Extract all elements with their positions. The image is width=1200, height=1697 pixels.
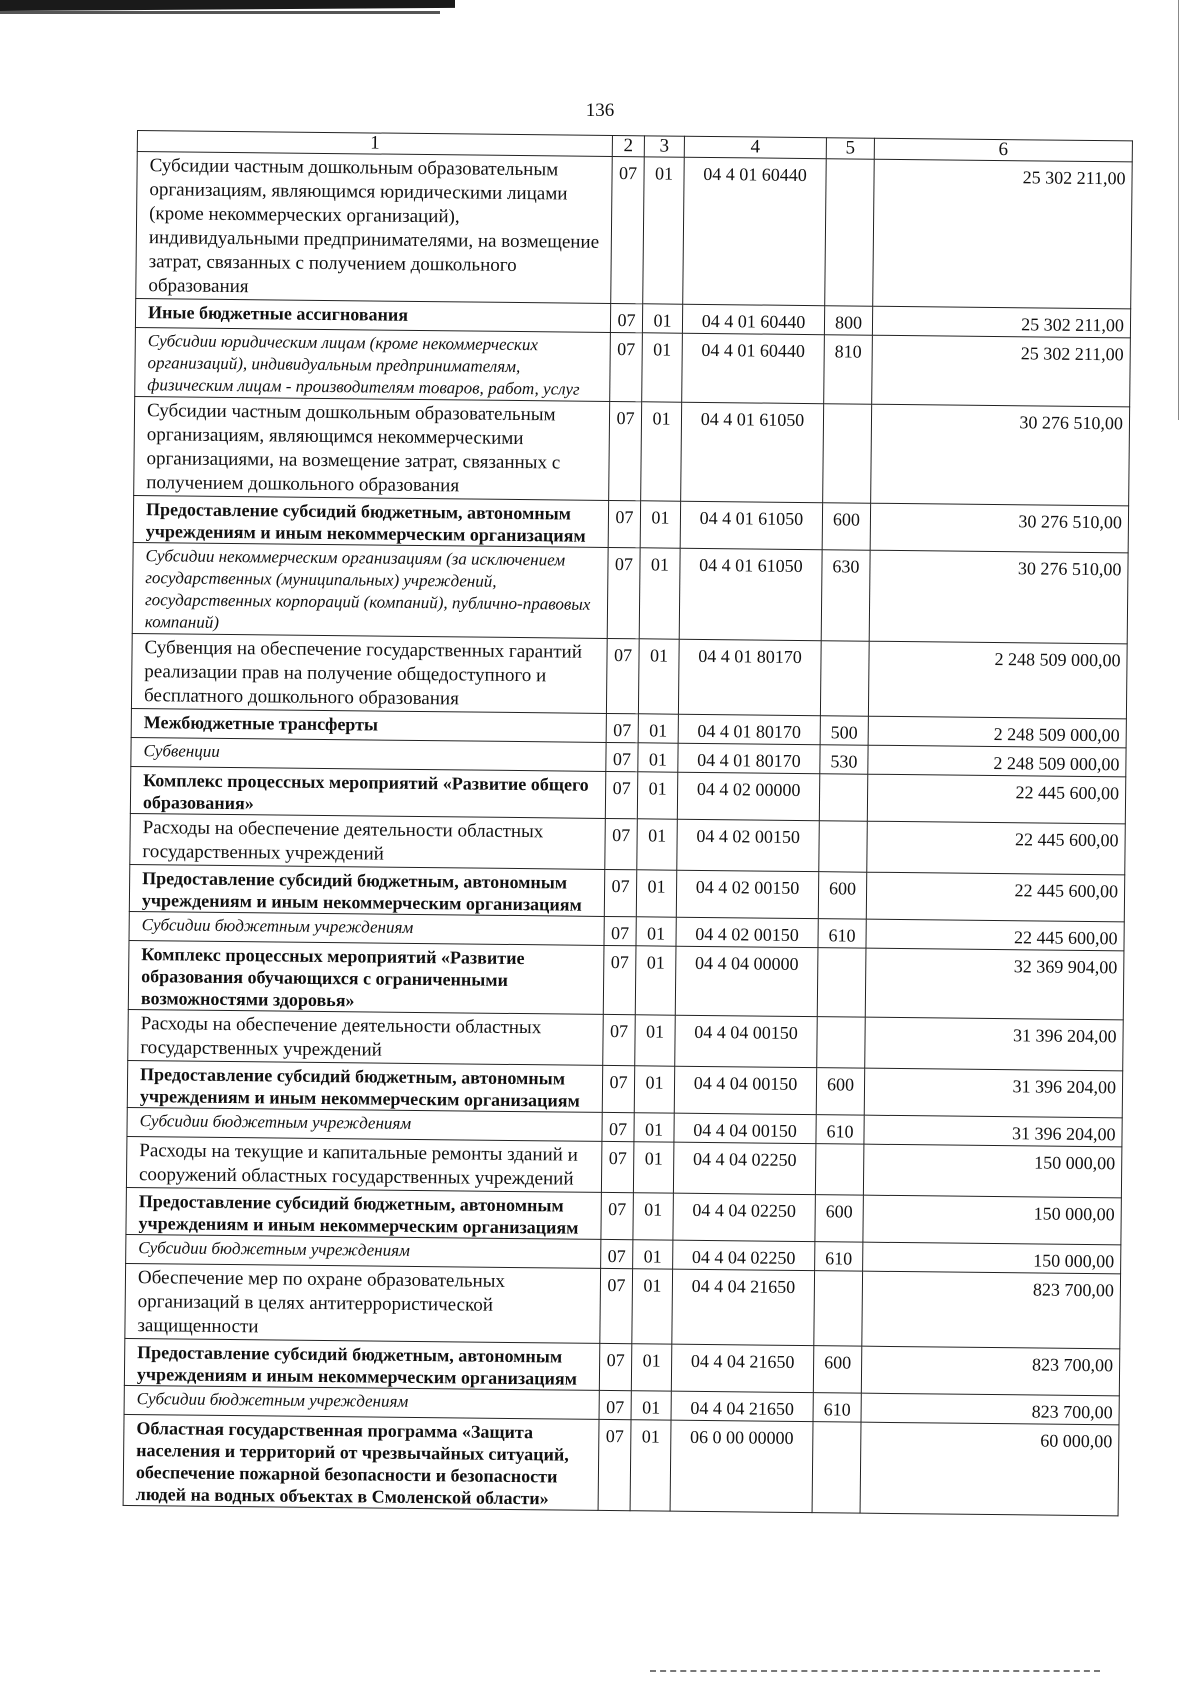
row-subsection-cell: 01 (635, 946, 676, 1015)
header-col-1: 1 (137, 131, 612, 157)
row-subsection-cell: 01 (642, 304, 682, 333)
row-section-cell: 07 (609, 401, 642, 500)
table-row (136, 152, 1132, 309)
row-name-cell: Субсидии юридическим лицам (кроме некоммерческих организаций), индивидуальным предпринимателям, физическим лицам - производителям товаров, работ, услуг (135, 327, 611, 401)
row-section-cell: 07 (600, 1268, 633, 1343)
row-amount-cell: 823 700,00 (862, 1271, 1121, 1349)
row-name-cell: Субвенция на обеспечение государственных гарантий реализации прав на получение общедоступного и бесплатного дошкольного образования (131, 633, 607, 713)
row-expense-type-cell (817, 948, 866, 1017)
row-expense-type-cell (817, 1017, 866, 1068)
row-name-cell: Предоставление субсидий бюджетным, автономным учреждениям и иным некоммерческим организациям (127, 1060, 602, 1112)
row-target-code-cell: 04 4 01 61050 (679, 548, 822, 640)
row-section-cell: 07 (611, 156, 645, 303)
row-subsection-cell: 01 (631, 1344, 671, 1391)
row-subsection-cell: 01 (633, 1142, 674, 1193)
row-amount-cell: 60 000,00 (860, 1422, 1119, 1516)
row-subsection-cell: 01 (636, 917, 676, 946)
row-expense-type-cell: 800 (824, 306, 872, 336)
row-expense-type-cell (820, 641, 869, 716)
row-name-cell: Предоставление субсидий бюджетным, автономным учреждениям и иным некоммерческим организациям (129, 864, 604, 916)
row-section-cell: 07 (607, 547, 640, 638)
row-section-cell: 07 (599, 1343, 631, 1390)
row-name-cell: Комплекс процессных мероприятий «Развитие образования обучающихся с ограниченными возможностями здоровья» (128, 940, 604, 1014)
row-amount-cell: 25 302 211,00 (872, 306, 1130, 338)
budget-table (123, 130, 1133, 1516)
row-subsection-cell: 01 (637, 819, 678, 870)
row-target-code-cell: 04 4 02 00000 (677, 772, 819, 820)
row-target-code-cell: 04 4 04 00150 (674, 1113, 816, 1143)
row-amount-cell: 32 369 904,00 (865, 948, 1124, 1020)
row-section-cell: 07 (603, 945, 636, 1014)
scan-bottom-mark (650, 1670, 1100, 1673)
row-amount-cell: 31 396 204,00 (864, 1068, 1122, 1118)
row-name-cell: Субвенции (131, 737, 606, 771)
row-section-cell: 07 (608, 500, 640, 547)
row-expense-type-cell (823, 404, 872, 503)
row-section-cell: 07 (606, 638, 639, 713)
row-name-cell: Субсидии бюджетным учреждениям (124, 1385, 599, 1419)
row-amount-cell: 150 000,00 (863, 1144, 1122, 1198)
row-expense-type-cell (814, 1271, 863, 1346)
row-subsection-cell: 01 (633, 1240, 673, 1269)
header-col-4: 4 (684, 136, 826, 158)
row-expense-type-cell: 600 (815, 1195, 863, 1243)
row-name-cell: Комплекс процессных мероприятий «Развитие общего образования» (130, 766, 605, 818)
row-target-code-cell: 04 4 01 61050 (681, 402, 824, 502)
row-amount-cell: 30 276 510,00 (870, 503, 1128, 553)
budget-table-sheet (122, 130, 1132, 1564)
row-section-cell: 07 (603, 1014, 636, 1065)
row-amount-cell: 31 396 204,00 (865, 1017, 1124, 1071)
row-expense-type-cell: 810 (824, 335, 873, 404)
row-amount-cell: 2 248 509 000,00 (868, 641, 1127, 719)
row-expense-type-cell (819, 821, 868, 872)
row-section-cell: 07 (602, 1112, 634, 1141)
table-row (135, 327, 1131, 406)
row-subsection-cell: 01 (642, 333, 683, 402)
row-name-cell: Предоставление субсидий бюджетным, автономным учреждениям и иным некоммерческим организациям (133, 495, 608, 547)
row-subsection-cell: 01 (638, 714, 678, 743)
row-section-cell: 07 (599, 1390, 631, 1419)
row-amount-cell: 2 248 509 000,00 (868, 745, 1126, 777)
row-name-cell: Субсидии частным дошкольным образовательным организациям, являющимся юридическими лицами (кроме некоммерческих организаций), индивидуальными предпринимателями, на возмещение затрат, связанных с получением дошкольного образования (136, 152, 613, 304)
row-target-code-cell: 04 4 01 80170 (678, 743, 820, 773)
row-target-code-cell: 04 4 01 80170 (678, 714, 820, 744)
row-name-cell: Субсидии бюджетным учреждениям (126, 1234, 601, 1268)
row-expense-type-cell: 600 (822, 503, 870, 551)
table-body (123, 152, 1132, 1516)
scan-margin-line (1178, 0, 1179, 420)
row-subsection-cell: 01 (630, 1420, 671, 1511)
row-name-cell: Обеспечение мер по охране образовательных организаций в целях антитеррористической защищенности (125, 1263, 601, 1343)
row-section-cell: 07 (606, 742, 638, 771)
row-target-code-cell: 04 4 04 00000 (675, 946, 818, 1016)
table-row (123, 1414, 1119, 1515)
row-name-cell: Предоставление субсидий бюджетным, автономным учреждениям и иным некоммерческим организациям (124, 1338, 599, 1390)
row-amount-cell: 25 302 211,00 (872, 335, 1131, 407)
row-target-code-cell: 06 0 00 00000 (670, 1420, 813, 1512)
row-section-cell: 07 (606, 713, 638, 742)
row-target-code-cell: 04 4 01 80170 (678, 639, 821, 715)
row-subsection-cell: 01 (631, 1391, 671, 1420)
row-target-code-cell: 04 4 04 21650 (671, 1391, 813, 1421)
row-expense-type-cell (825, 159, 875, 306)
row-name-cell: Расходы на обеспечение деятельности областных государственных учреждений (128, 1009, 604, 1065)
row-subsection-cell: 01 (634, 1066, 674, 1113)
header-col-3: 3 (644, 136, 684, 157)
row-section-cell: 07 (604, 916, 636, 945)
row-subsection-cell: 01 (633, 1193, 673, 1240)
row-expense-type-cell: 610 (813, 1393, 861, 1423)
row-subsection-cell: 01 (634, 1113, 674, 1142)
row-name-cell: Расходы на обеспечение деятельности областных государственных учреждений (130, 813, 606, 869)
row-section-cell: 07 (610, 303, 642, 332)
row-amount-cell: 30 276 510,00 (869, 550, 1128, 644)
row-target-code-cell: 04 4 02 00150 (676, 870, 818, 918)
row-section-cell: 07 (601, 1239, 633, 1268)
row-section-cell: 07 (605, 771, 637, 818)
row-expense-type-cell: 600 (816, 1068, 864, 1116)
row-section-cell: 07 (601, 1192, 633, 1239)
row-target-code-cell: 04 4 04 02250 (673, 1240, 815, 1270)
row-expense-type-cell: 600 (813, 1346, 861, 1394)
row-target-code-cell: 04 4 02 00150 (676, 917, 818, 947)
row-subsection-cell: 01 (632, 1269, 673, 1344)
row-expense-type-cell: 530 (820, 745, 868, 775)
table-row (128, 940, 1124, 1019)
row-amount-cell: 22 445 600,00 (866, 872, 1124, 922)
header-col-5: 5 (826, 138, 874, 160)
row-target-code-cell: 04 4 04 00150 (674, 1066, 816, 1114)
page-number: 136 (585, 100, 615, 121)
row-amount-cell: 823 700,00 (861, 1346, 1119, 1396)
row-amount-cell: 22 445 600,00 (867, 774, 1125, 824)
row-target-code-cell: 04 4 02 00150 (677, 819, 820, 871)
row-name-cell: Иные бюджетные ассигнования (135, 298, 610, 332)
row-target-code-cell: 04 4 04 02250 (673, 1142, 816, 1194)
row-subsection-cell: 01 (638, 639, 679, 714)
row-name-cell: Субсидии некоммерческим организациям (за исключением государственных (муниципальных) учреждений, государственных корпораций (компаний), публично-правовых компаний) (132, 542, 608, 638)
table-row (134, 396, 1130, 505)
row-amount-cell: 30 276 510,00 (871, 404, 1130, 506)
scan-edge-mark (0, 0, 455, 11)
row-expense-type-cell (815, 1144, 864, 1195)
row-subsection-cell: 01 (635, 1015, 676, 1066)
row-subsection-cell: 01 (639, 548, 680, 639)
row-expense-type-cell (819, 774, 867, 822)
row-target-code-cell: 04 4 04 21650 (672, 1269, 815, 1345)
row-section-cell: 07 (601, 1141, 634, 1192)
row-target-code-cell: 04 4 01 60440 (682, 333, 825, 403)
header-col-6: 6 (874, 138, 1132, 162)
row-amount-cell: 150 000,00 (863, 1195, 1121, 1245)
row-expense-type-cell (812, 1422, 861, 1513)
row-amount-cell: 22 445 600,00 (867, 821, 1126, 875)
row-section-cell: 07 (604, 869, 636, 916)
row-subsection-cell: 01 (637, 772, 677, 819)
row-target-code-cell: 04 4 01 61050 (680, 501, 822, 549)
row-name-cell: Областная государственная программа «Защита населения и территорий от чрезвычайных ситуаций, обеспечение пожарной безопасности и безопасности людей на водных объектах в Смоленской области» (123, 1414, 599, 1510)
row-subsection-cell: 01 (640, 501, 680, 548)
scan-edge-mark-shadow (0, 11, 440, 14)
row-subsection-cell: 01 (636, 870, 676, 917)
row-name-cell: Субсидии бюджетным учреждениям (129, 911, 604, 945)
row-amount-cell: 25 302 211,00 (873, 159, 1133, 309)
row-name-cell: Субсидии бюджетным учреждениям (127, 1107, 602, 1141)
row-target-code-cell: 04 4 04 00150 (675, 1015, 818, 1067)
row-section-cell: 07 (610, 332, 643, 401)
row-expense-type-cell: 500 (820, 716, 868, 746)
row-section-cell: 07 (605, 818, 638, 869)
row-name-cell: Межбюджетные трансферты (131, 708, 606, 742)
row-expense-type-cell: 600 (818, 872, 866, 920)
header-col-2: 2 (612, 135, 644, 156)
row-target-code-cell: 04 4 04 02250 (673, 1193, 815, 1241)
row-expense-type-cell: 610 (816, 1115, 864, 1145)
row-section-cell: 07 (602, 1065, 634, 1112)
row-subsection-cell: 01 (638, 743, 678, 772)
table-row (131, 633, 1127, 718)
row-subsection-cell: 01 (641, 402, 682, 501)
row-target-code-cell: 04 4 04 21650 (671, 1344, 813, 1392)
row-name-cell: Субсидии частным дошкольным образовательным организациям, являющимся некоммерческими организациями, на возмещение затрат, связанных с получением дошкольного образования (134, 396, 610, 500)
row-amount-cell: 823 700,00 (861, 1393, 1119, 1425)
row-amount-cell: 150 000,00 (863, 1242, 1121, 1274)
row-expense-type-cell: 610 (815, 1242, 863, 1272)
table-row (132, 542, 1128, 643)
table-row (125, 1263, 1121, 1348)
row-amount-cell: 2 248 509 000,00 (868, 716, 1126, 748)
row-expense-type-cell: 610 (818, 919, 866, 949)
row-name-cell: Расходы на текущие и капитальные ремонты зданий и сооружений областных государственных учреждений (126, 1136, 602, 1192)
row-amount-cell: 31 396 204,00 (864, 1115, 1122, 1147)
row-name-cell: Предоставление субсидий бюджетным, автономным учреждениям и иным некоммерческим организациям (126, 1187, 601, 1239)
row-expense-type-cell: 630 (821, 550, 870, 641)
row-subsection-cell: 01 (643, 157, 685, 304)
row-target-code-cell: 04 4 01 60440 (682, 304, 824, 334)
row-target-code-cell: 04 4 01 60440 (683, 157, 827, 305)
row-section-cell: 07 (598, 1419, 631, 1510)
row-amount-cell: 22 445 600,00 (866, 919, 1124, 951)
